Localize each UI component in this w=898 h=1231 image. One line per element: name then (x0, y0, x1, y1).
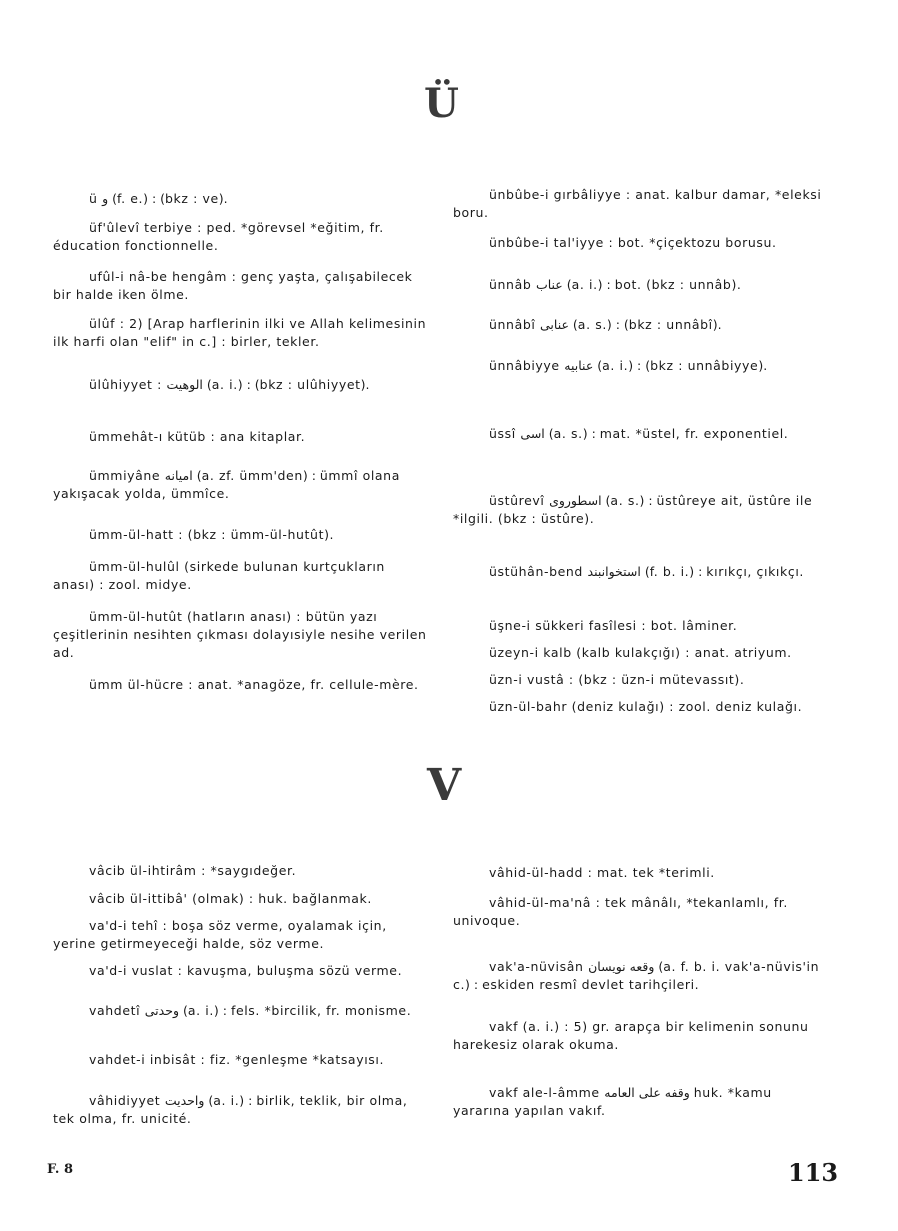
dictionary-entry: vâcib ül-ittibâ' (olmak) : huk. bağlanmak. (89, 891, 372, 906)
dictionary-entry: ümmiyâne اميانه (a. zf. ümm'den) : ümmî olana yakışacak yolda, ümmîce. (53, 468, 400, 501)
dictionary-entry: üşne-i sükkeri fasîlesi : bot. lâminer. (489, 618, 738, 633)
dictionary-entry: ümmehât-ı kütüb : ana kitaplar. (89, 429, 306, 444)
dictionary-entry: üssî اسى (a. s.) : mat. *üstel, fr. exponentiel. (489, 426, 789, 441)
dictionary-entry: üzeyn-i kalb (kalb kulakçığı) : anat. atriyum. (489, 645, 792, 660)
dictionary-entry: vâhid-ül-ma'nâ : tek mânâlı, *tekanlamlı, fr. univoque. (453, 895, 788, 928)
dictionary-entry: ünnâbiyye عنابيه (a. i.) : (bkz : unnâbiyye). (489, 358, 768, 373)
dictionary-entry: üstûrevî اسطوروى (a. s.) : üstûreye ait, üstûre ile *ilgili. (bkz : üstûre). (453, 493, 813, 526)
dictionary-entry: üzn-i vustâ : (bkz : üzn-i mütevassıt). (489, 672, 745, 687)
dictionary-entry: ünbûbe-i tal'iyye : bot. *çiçektozu borusu. (489, 235, 777, 250)
dictionary-entry: va'd-i tehî : boşa söz verme, oyalamak için, yerine getirmeyeceği halde, söz verme. (53, 918, 387, 951)
dictionary-entry: ümm ül-hücre : anat. *anagöze, fr. cellule-mère. (89, 677, 419, 692)
dictionary-entry: üstühân-bend استخوانبند (f. b. i.) : kırıkçı, çıkıkçı. (489, 564, 804, 579)
dictionary-entry: ümm-ül-hatt : (bkz : ümm-ül-hutût). (89, 527, 335, 542)
dictionary-entry: ünbûbe-i gırbâliyye : anat. kalbur damar, *eleksi boru. (453, 187, 822, 220)
dictionary-entry: üzn-ül-bahr (deniz kulağı) : zool. deniz kulağı. (489, 699, 803, 714)
dictionary-entry: ufûl-i nâ-be hengâm : genç yaşta, çalışabilecek bir halde iken ölme. (53, 269, 413, 302)
dictionary-entry: vâhidiyyet واحديت (a. i.) : birlik, teklik, bir olma, tek olma, fr. unicité. (53, 1093, 408, 1126)
dictionary-entry: ünnâb عناب (a. i.) : bot. (bkz : unnâb). (489, 277, 742, 292)
signature-mark: F. 8 (47, 1162, 74, 1177)
dictionary-entry: vakf (a. i.) : 5) gr. arapça bir kelimenin sonunu harekesiz olarak okuma. (453, 1019, 809, 1052)
dictionary-entry: vahdet-i inbisât : fiz. *genleşme *katsayısı. (89, 1052, 385, 1067)
dictionary-entry: vahdetî وحدتى (a. i.) : fels. *bircilik, fr. monisme. (89, 1003, 412, 1018)
dictionary-entry: üf'ûlevî terbiye : ped. *görevsel *eğitim, fr. éducation fonctionnelle. (53, 220, 384, 253)
section-letter-v: V (427, 760, 462, 811)
dictionary-entry: vâhid-ül-hadd : mat. tek *terimli. (489, 865, 715, 880)
dictionary-entry: ümm-ül-hulûl (sirkede bulunan kurtçukların anası) : zool. midye. (53, 559, 385, 592)
dictionary-entry: ümm-ül-hutût (hatların anası) : bütün yazı çeşitlerinin nesihten çıkması dolayısiyle nesihe verilen ad. (53, 609, 427, 660)
page-number: 113 (788, 1158, 839, 1187)
dictionary-entry: vâcib ül-ihtirâm : *saygıdeğer. (89, 863, 297, 878)
dictionary-entry: vak'a-nüvisân وقعه نويسان (a. f. b. i. vak'a-nüvis'in c.) : eskiden resmî devlet tarihçileri. (453, 959, 820, 992)
dictionary-entry: ünnâbî عنابى (a. s.) : (bkz : unnâbî). (489, 317, 722, 332)
section-letter-u: Ü (424, 80, 459, 127)
dictionary-entry: ülûf : 2) [Arap harflerinin ilki ve Allah kelimesinin ilk harfi olan "elif" in c.] : birler, tekler. (53, 316, 427, 349)
dictionary-entry: va'd-i vuslat : kavuşma, buluşma sözü verme. (89, 963, 403, 978)
dictionary-entry: ülûhiyyet : الوهيت (a. i.) : (bkz : ulûhiyyet). (89, 377, 370, 392)
dictionary-entry: ü و (f. e.) : (bkz : ve). (89, 191, 228, 206)
dictionary-entry: vakf ale-l-âmme وقفه على العامه huk. *kamu yararına yapılan vakıf. (453, 1085, 772, 1118)
